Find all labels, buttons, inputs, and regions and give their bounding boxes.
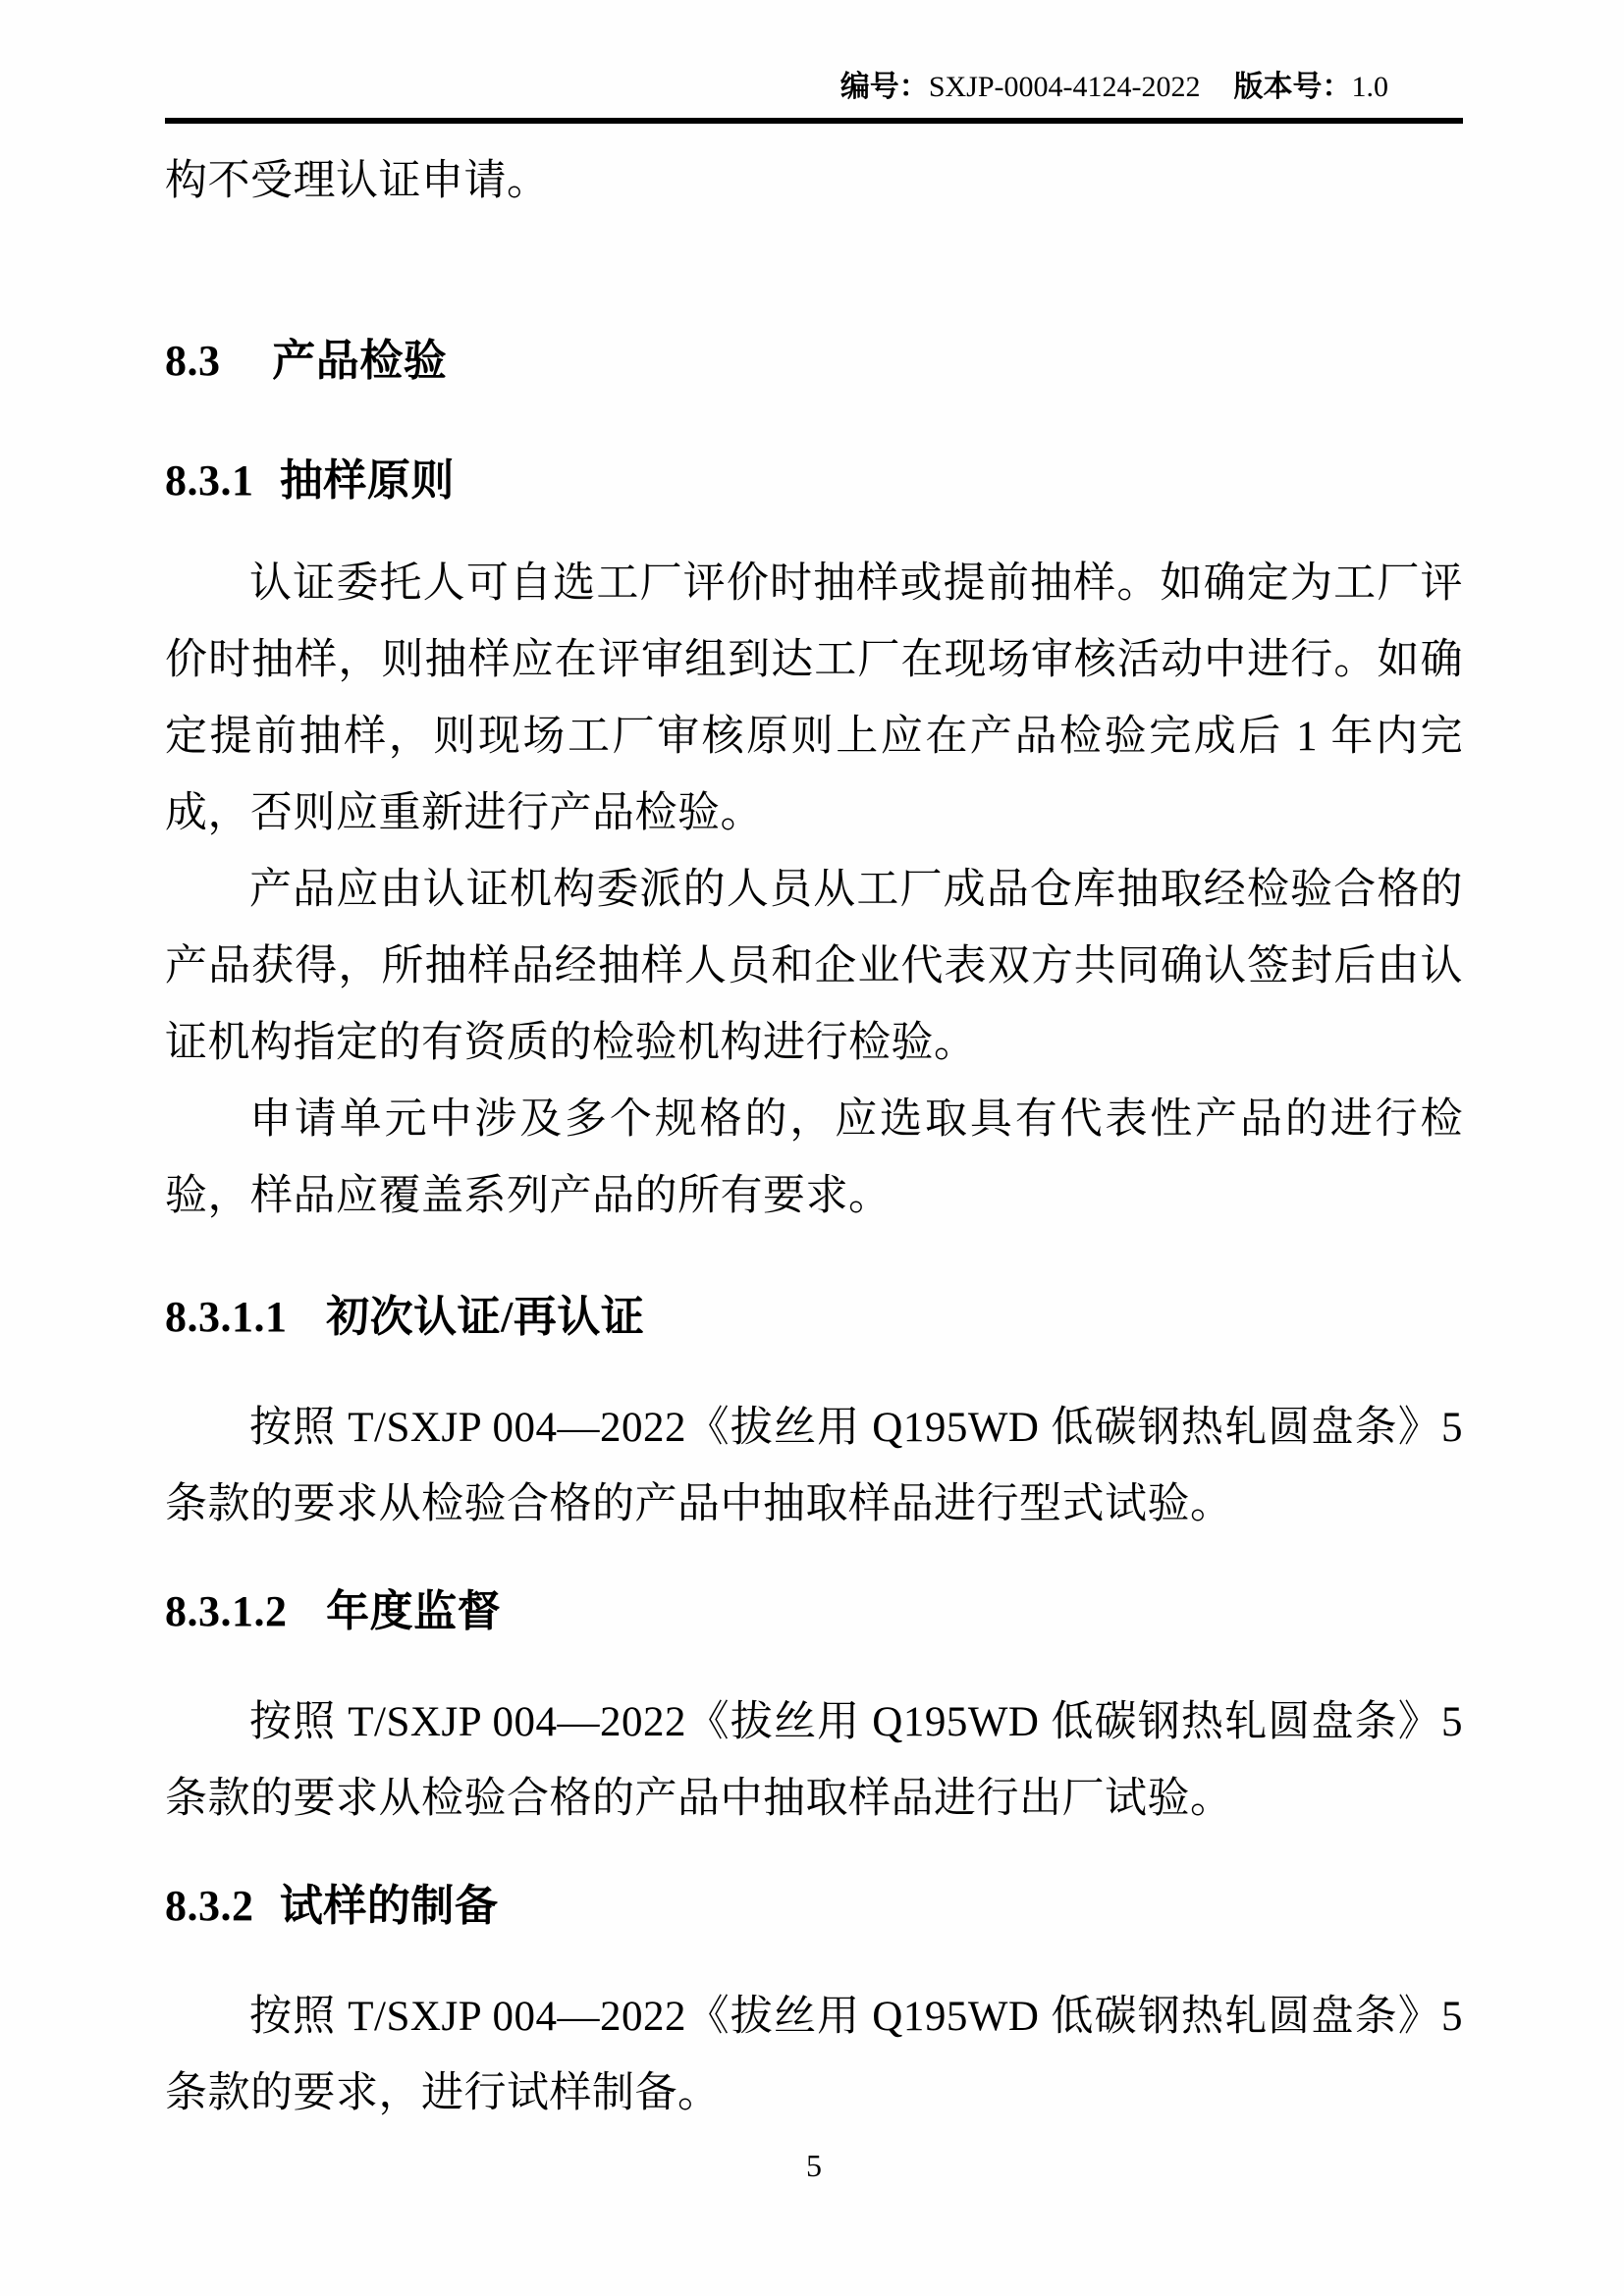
page-number: 5 — [806, 2148, 822, 2183]
heading-number: 8.3.2 — [165, 1882, 254, 1930]
heading-number: 8.3.1.2 — [165, 1587, 288, 1635]
heading-title: 试样的制备 — [279, 1882, 499, 1930]
heading-number: 8.3.1 — [165, 456, 254, 505]
doc-number-label: 编号： — [839, 71, 929, 103]
paragraph-initial-certification: 按照 T/SXJP 004—2022《拔丝用 Q195WD 低碳钢热轧圆盘条》5 条款的要求从检验合格的产品中抽取样品进行型式试验。 — [165, 1405, 1463, 1527]
heading-number: 8.3.1.1 — [165, 1293, 288, 1341]
heading-title: 产品检验 — [272, 337, 448, 385]
paragraph-sampling-overview: 认证委托人可自选工厂评价时抽样或提前抽样。如确定为工厂评价时抽样，则抽样应在评审组到达工厂在现场审核活动中进行。如确定提前抽样，则现场工厂审核原则上应在产品检验完成后 1 年内完成，否则应重新进行产品检验。 — [165, 561, 1463, 836]
heading-title: 初次认证/再认证 — [326, 1293, 645, 1341]
doc-number-value: SXJP-0004-4124-2022 — [928, 71, 1201, 103]
heading-title: 年度监督 — [326, 1587, 502, 1635]
paragraph-specimen-preparation: 按照 T/SXJP 004—2022《拔丝用 Q195WD 低碳钢热轧圆盘条》5 条款的要求，进行试样制备。 — [165, 1994, 1463, 2116]
section-heading-8-3-1 — [165, 455, 1463, 507]
paragraph-sampling-representative: 申请单元中涉及多个规格的，应选取具有代表性产品的进行检验，样品应覆盖系列产品的所有要求。 — [165, 1096, 1463, 1219]
paragraph-sampling-procedure: 产品应由认证机构委派的人员从工厂成品仓库抽取经检验合格的产品获得，所抽样品经抽样人员和企业代表双方共同确认签封后由认证机构指定的有资质的检验机构进行检验。 — [165, 867, 1463, 1066]
version-value: 1.0 — [1351, 71, 1388, 103]
section-heading-8-3-1-1 — [165, 1292, 1463, 1343]
page-header — [165, 0, 1463, 106]
section-heading-8-3-2 — [165, 1881, 1463, 1932]
paragraph-annual-supervision: 按照 T/SXJP 004—2022《拔丝用 Q195WD 低碳钢热轧圆盘条》5 条款的要求从检验合格的产品中抽取样品进行出厂试验。 — [165, 1699, 1463, 1822]
page-footer — [165, 2146, 1463, 2185]
heading-number: 8.3 — [165, 337, 221, 385]
heading-title: 抽样原则 — [279, 456, 455, 505]
header-rule — [165, 118, 1463, 124]
paragraph-continuation: 构不受理认证申请。 — [165, 158, 550, 204]
version-label: 版本号： — [1233, 71, 1352, 103]
section-heading-8-3-1-2 — [165, 1586, 1463, 1637]
section-heading-8-3 — [165, 336, 1463, 387]
